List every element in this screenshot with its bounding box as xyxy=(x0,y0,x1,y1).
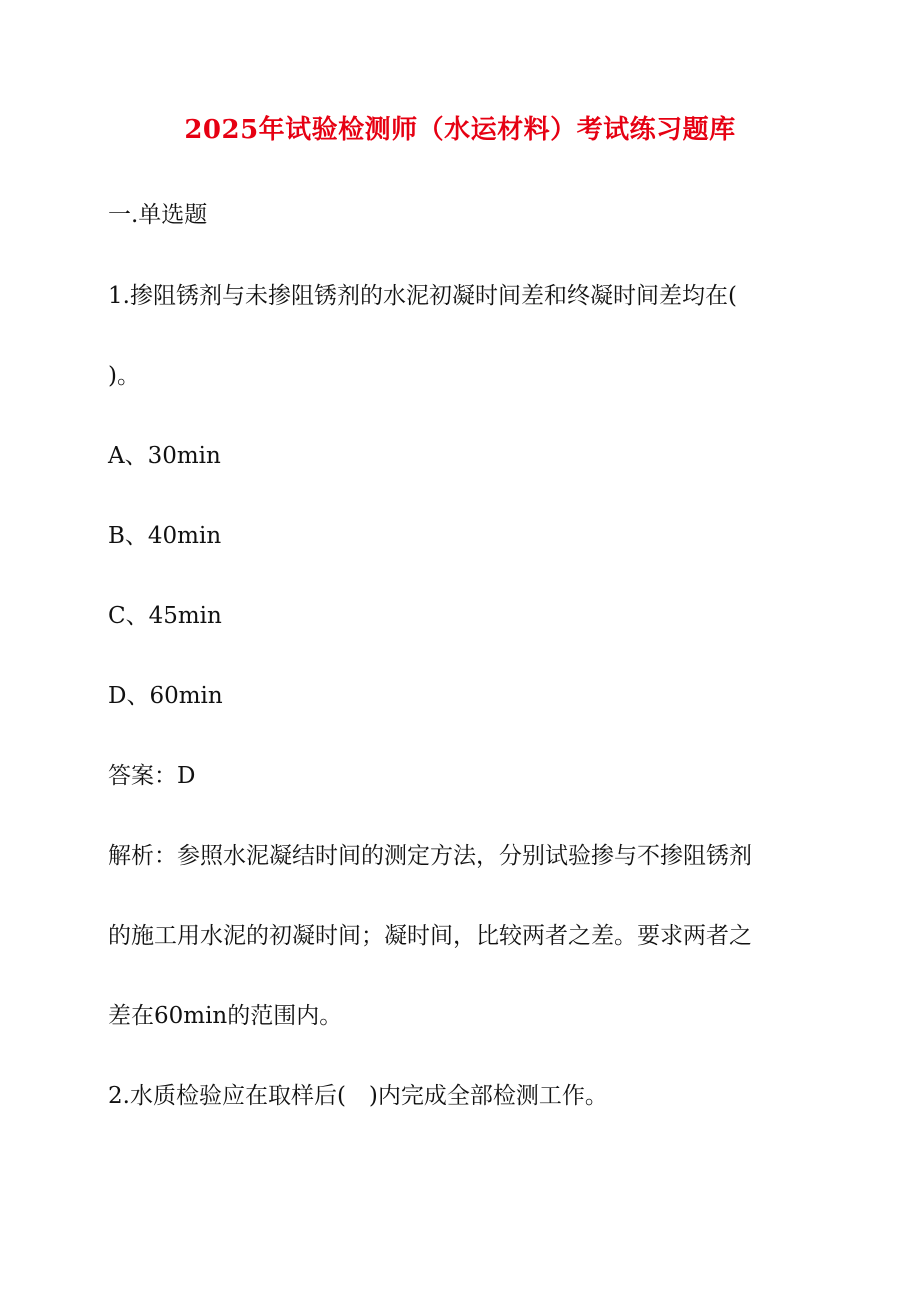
document-title: 2025年试验检测师（水运材料）考试练习题库 xyxy=(184,115,736,145)
section-heading: 一.单选题 xyxy=(108,202,208,228)
question-1-answer: 答案：D xyxy=(108,763,196,789)
question-1-explanation-line-3: 差在60min的范围内。 xyxy=(108,1003,343,1029)
question-1-stem-line-2: )。 xyxy=(108,363,140,389)
question-1-option-d: D、60min xyxy=(108,683,223,709)
question-1-option-c: C、45min xyxy=(108,603,222,629)
question-1-stem-line-1: 1.掺阻锈剂与未掺阻锈剂的水泥初凝时间差和终凝时间差均在( xyxy=(108,283,737,309)
question-1-explanation-line-2: 的施工用水泥的初凝时间；凝时间，比较两者之差。要求两者之 xyxy=(108,923,752,949)
question-1-option-a: A、30min xyxy=(108,443,221,469)
question-1-option-b: B、40min xyxy=(108,523,222,549)
question-1-explanation-line-1: 解析：参照水泥凝结时间的测定方法，分别试验掺与不掺阻锈剂 xyxy=(108,843,752,869)
question-2-stem-line-1: 2.水质检验应在取样后( )内完成全部检测工作。 xyxy=(108,1083,608,1109)
